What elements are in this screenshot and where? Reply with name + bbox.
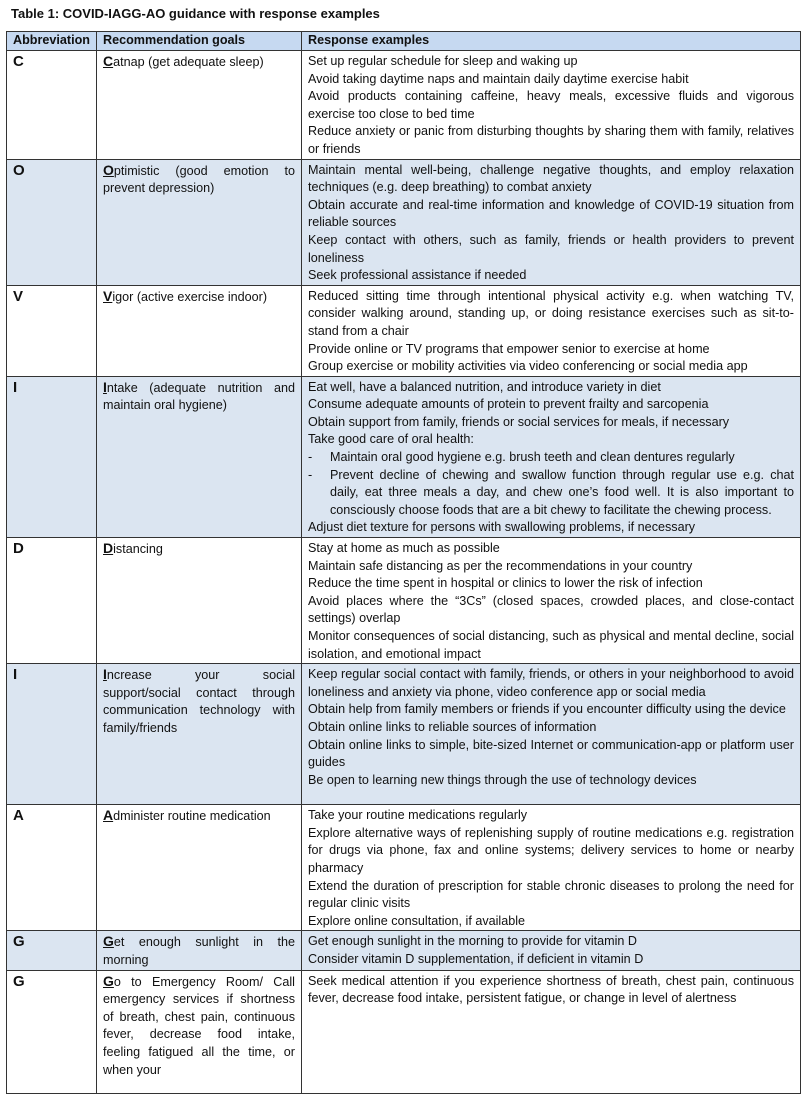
goal-text: ncrease your social support/social contact through communication technology with family/friends [103, 668, 295, 735]
response-item: Keep regular social contact with family, friends, or others in your neighborhood to avoid loneliness and anxiety via phone, video conference app or social media [308, 667, 794, 699]
response-item: Group exercise or mobility activities via video conferencing or social media app [308, 359, 748, 374]
goal-cell [97, 376, 302, 537]
table-row [7, 664, 801, 805]
goal-text: o to Emergency Room/ Call emergency services if shortness of breath, chest pain, continuous fever, decrease food intake, feeling fatigued all the time, or when your [103, 974, 295, 1077]
abbreviation-cell: D [7, 538, 97, 664]
goal-text: dminister routine medication [113, 809, 271, 824]
goal-cell [97, 805, 302, 931]
response-item: Obtain online links to reliable sources of information [308, 719, 597, 734]
response-item: Set up regular schedule for sleep and waking up [308, 54, 578, 68]
table-row [7, 538, 801, 664]
response-item: Provide online or TV programs that empower senior to exercise at home [308, 341, 710, 356]
response-item: Reduce anxiety or panic from disturbing thoughts by sharing them with family, relatives or friends [308, 124, 794, 156]
goal-initial: V [103, 287, 113, 304]
goal-cell [97, 931, 302, 970]
response-item: Explore alternative ways of replenishing supply of routine medications e.g. registration for drugs via phone, fax and online systems; delivery services to home or nearby pharmacy [308, 825, 794, 875]
table-row [7, 159, 801, 285]
response-item: Reduced sitting time through intentional physical activity e.g. when watching TV, consider walking around, standing up, or doing resistance exercises such as sit-to-stand from a chair [308, 288, 794, 338]
goal-text: igor (active exercise indoor) [112, 289, 268, 304]
response-item: Explore online consultation, if available [308, 913, 526, 928]
response-cell [302, 538, 801, 664]
goal-cell [97, 159, 302, 285]
goal-cell [97, 538, 302, 664]
goal-initial: I [103, 666, 107, 683]
header-row [7, 32, 801, 51]
response-item: Seek medical attention if you experience shortness of breath, chest pain, continuous fever, decrease food intake, persistent fatigue, or change in level of alertness [308, 973, 794, 1006]
goal-cell [97, 285, 302, 376]
response-item: Obtain help from family members or friends if you encounter difficulty using the device [308, 702, 786, 717]
goal-initial: A [103, 807, 114, 824]
response-item: Avoid places where the “3Cs” (closed spaces, crowded places, and close-contact settings) overlap [308, 593, 794, 626]
response-item: Monitor consequences of social distancing, such as physical and mental decline, social isolation, and emotional impact [308, 629, 794, 661]
response-item: Adjust diet texture for persons with swallowing problems, if necessary [308, 520, 696, 535]
goal-text: ntake (adequate nutrition and maintain oral hygiene) [103, 380, 295, 413]
response-item: Be open to learning new things through the use of technology devices [308, 772, 697, 787]
goal-initial: G [103, 972, 114, 989]
goal-initial: G [103, 933, 114, 950]
response-item: Take your routine medications regularly [308, 808, 528, 823]
table-caption: Table 1: COVID-IAGG-AO guidance with response examples [11, 6, 380, 21]
response-item: Get enough sunlight in the morning to provide for vitamin D [308, 934, 638, 949]
header-abbreviation: Abbreviation [7, 32, 97, 51]
goal-cell [97, 664, 302, 805]
response-item: Maintain mental well-being, challenge negative thoughts, and employ relaxation techniques (e.g. deep breathing) to combat anxiety [308, 162, 794, 195]
response-item: Stay at home as much as possible [308, 541, 500, 556]
response-item: Eat well, have a balanced nutrition, and introduce variety in diet [308, 379, 661, 394]
goal-text: atnap (get adequate sleep) [113, 55, 264, 69]
subitem-text: Maintain oral good hygiene e.g. brush teeth and clean dentures regularly [330, 450, 735, 465]
table-row [7, 970, 801, 1093]
response-item: Reduce the time spent in hospital or clinics to lower the risk of infection [308, 576, 703, 591]
table-row [7, 805, 801, 931]
header-recommendation-goals: Recommendation goals [97, 32, 302, 51]
response-cell [302, 805, 801, 931]
response-item: Extend the duration of prescription for stable chronic diseases to prolong the need for regular clinic visits [308, 878, 794, 911]
dash-bullet: - [308, 450, 313, 465]
response-item: Consume adequate amounts of protein to prevent frailty and sarcopenia [308, 397, 709, 412]
goal-cell [97, 51, 302, 160]
goal-initial: D [103, 540, 114, 557]
response-cell [302, 376, 801, 537]
response-item: Take good care of oral health: [308, 432, 474, 447]
response-item: Consider vitamin D supplementation, if deficient in vitamin D [308, 951, 644, 966]
abbreviation-cell: C [7, 51, 97, 160]
response-cell [302, 664, 801, 805]
table-row [7, 931, 801, 970]
goal-text: istancing [113, 542, 163, 557]
goal-initial: O [103, 161, 114, 178]
goal-text: ptimistic (good emotion to prevent depression) [103, 163, 295, 196]
table-row [7, 51, 801, 160]
goal-cell [97, 970, 302, 1093]
response-item: Obtain support from family, friends or social services for meals, if necessary [308, 414, 730, 429]
response-item: Avoid taking daytime naps and maintain daily daytime exercise habit [308, 71, 689, 86]
response-subitem [308, 467, 794, 520]
response-item: Keep contact with others, such as family, friends or health providers to prevent loneliness [308, 232, 794, 265]
response-item: Maintain safe distancing as per the recommendations in your country [308, 558, 693, 573]
response-subitem [308, 449, 794, 467]
abbreviation-cell: I [7, 376, 97, 537]
response-cell [302, 51, 801, 160]
table-row [7, 285, 801, 376]
response-cell [302, 285, 801, 376]
abbreviation-cell: O [7, 159, 97, 285]
table-row [7, 376, 801, 537]
response-cell [302, 159, 801, 285]
response-item: Seek professional assistance if needed [308, 268, 527, 283]
goal-initial: I [103, 378, 107, 395]
response-item: Avoid products containing caffeine, heavy meals, excessive fluids and vigorous exercise too close to bed time [308, 89, 794, 121]
response-item: Obtain accurate and real-time information and knowledge of COVID-19 situation from reliable sources [308, 197, 794, 230]
response-cell [302, 931, 801, 970]
abbreviation-cell: I [7, 664, 97, 805]
dash-bullet: - [308, 467, 313, 482]
header-response-examples: Response examples [302, 32, 801, 51]
guidance-table [6, 31, 801, 1094]
abbreviation-cell: G [7, 970, 97, 1093]
goal-text: et enough sunlight in the morning [103, 935, 295, 967]
goal-initial: C [103, 53, 114, 69]
abbreviation-cell: G [7, 931, 97, 970]
response-item: Obtain online links to simple, bite-sized Internet or communication-app or platform user guides [308, 737, 794, 770]
abbreviation-cell: V [7, 285, 97, 376]
response-cell [302, 970, 801, 1093]
subitem-text: Prevent decline of chewing and swallow function through regular use e.g. chat daily, eat three meals a day, and chew one’s food well. It is also important to consciously choose foods that are a bit chewy to facilitate the chewing process. [330, 467, 794, 517]
abbreviation-cell: A [7, 805, 97, 931]
